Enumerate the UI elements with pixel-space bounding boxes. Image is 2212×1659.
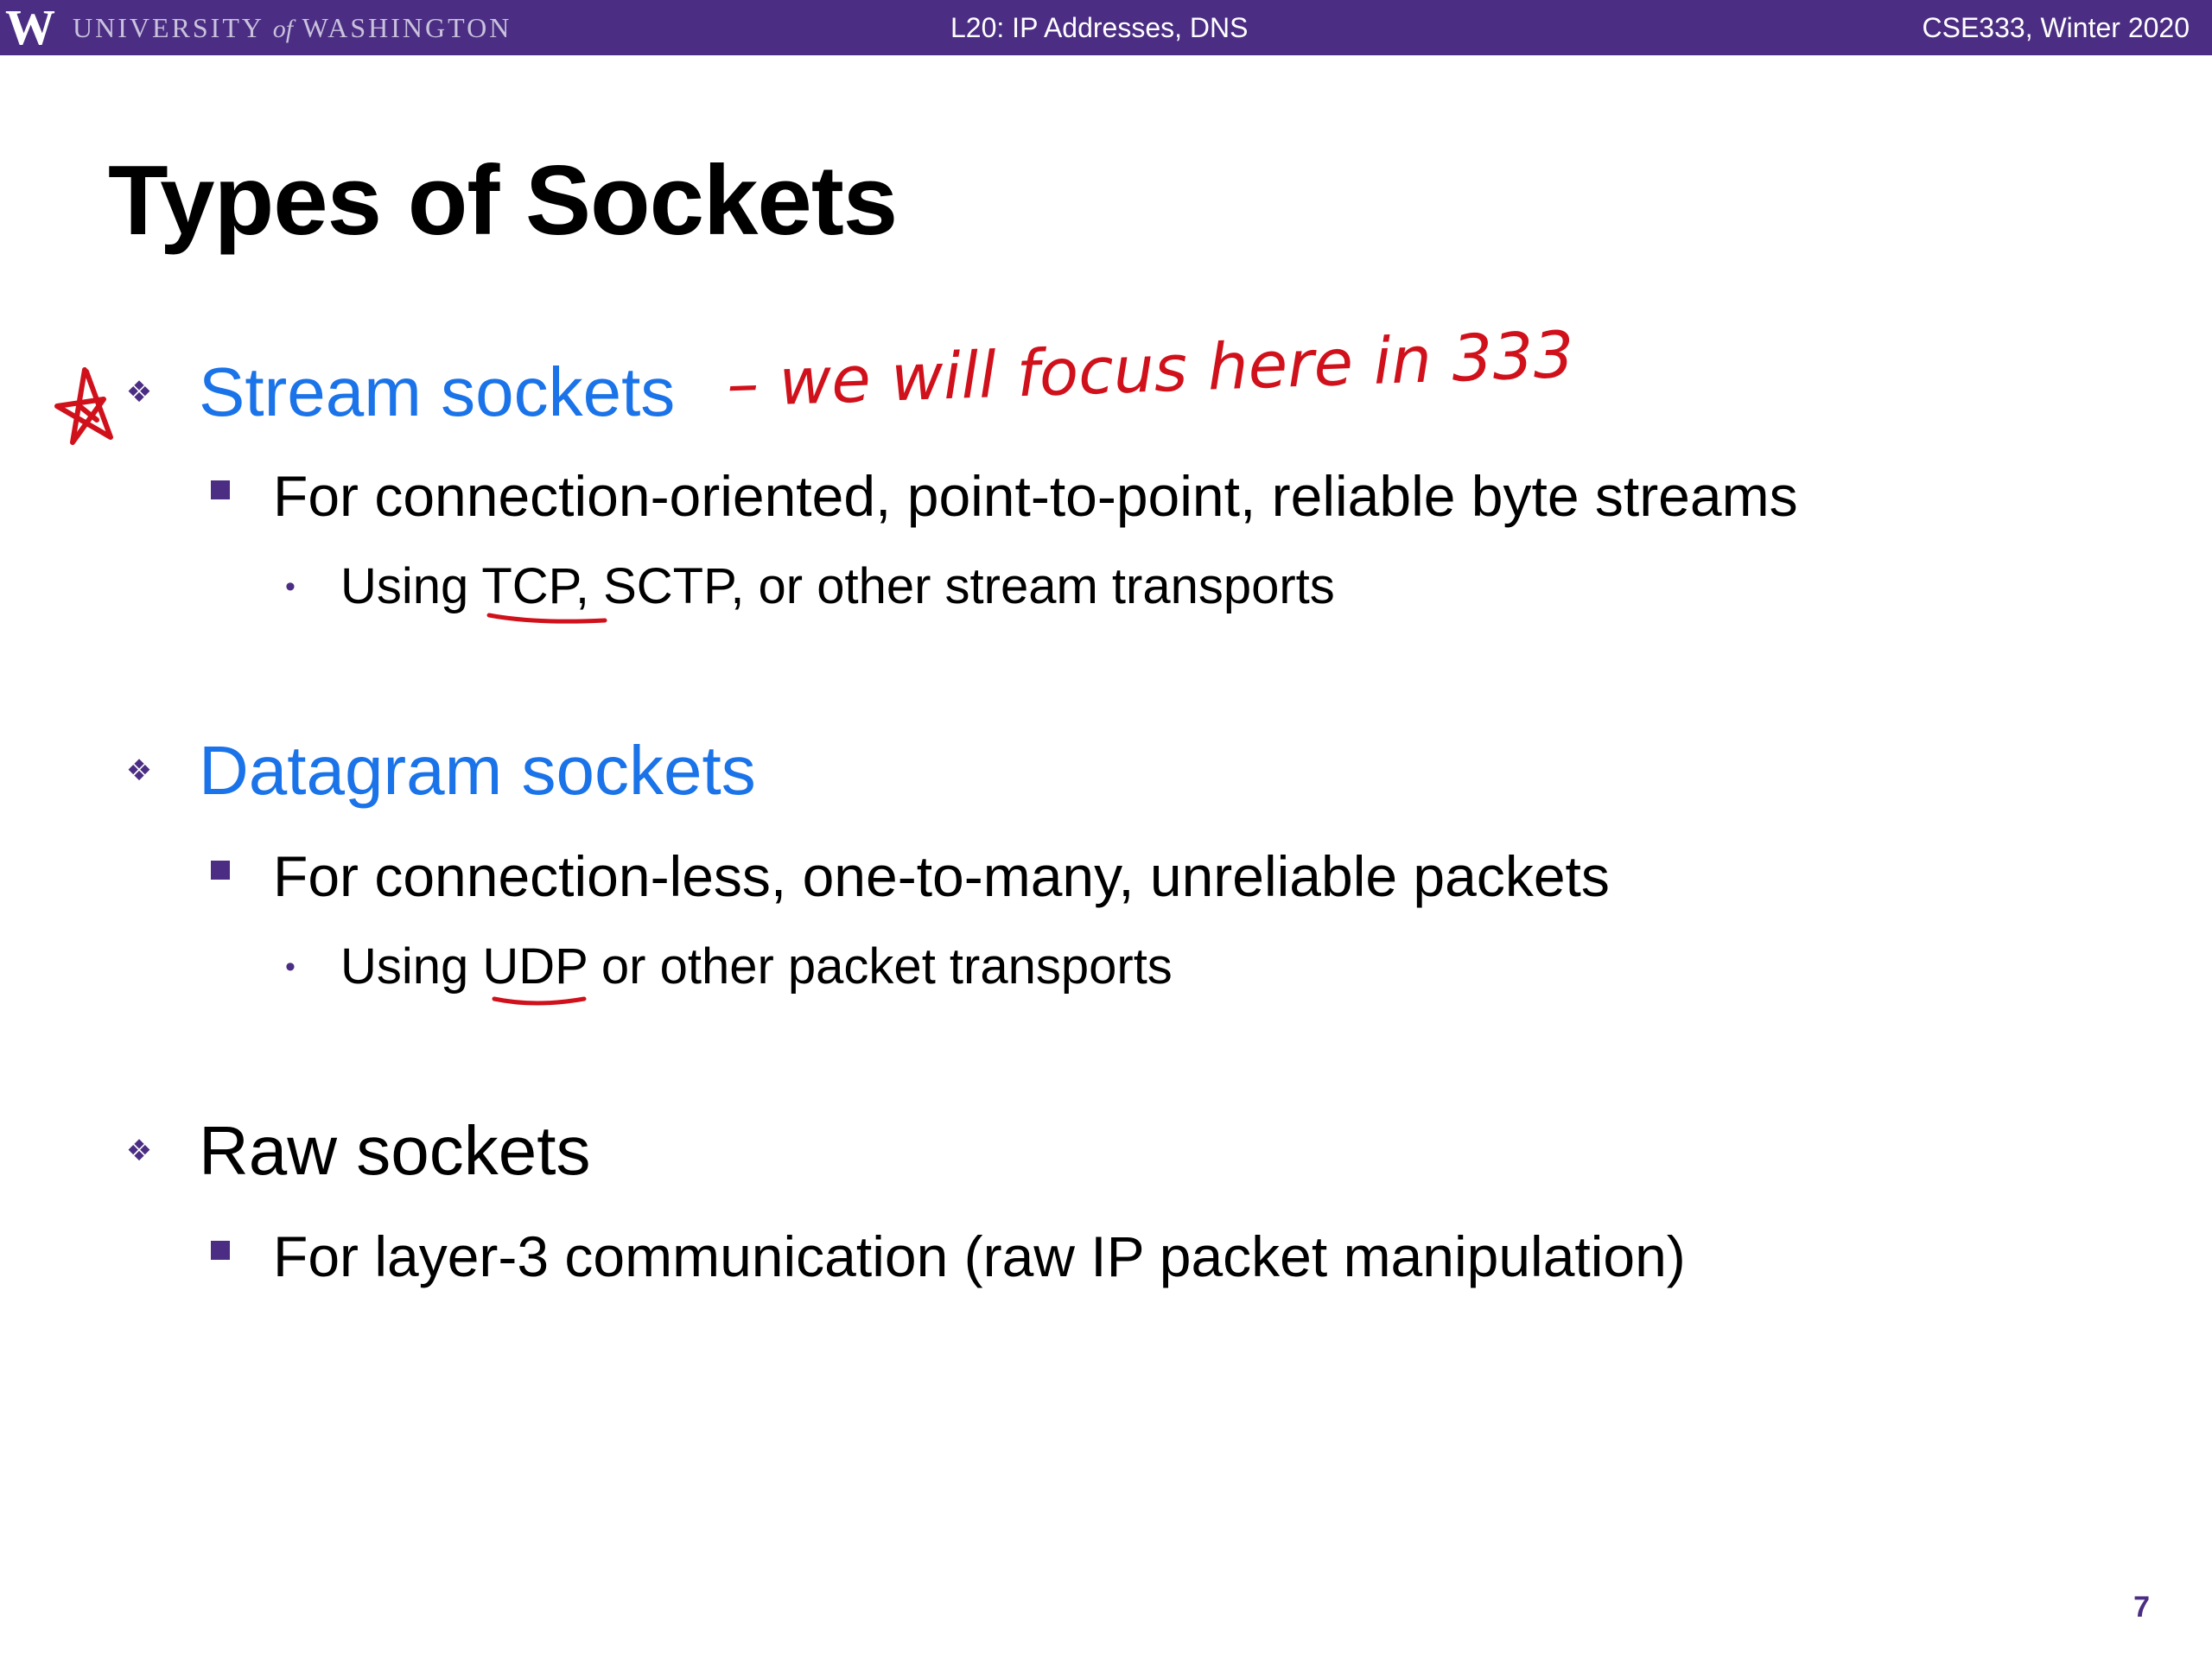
- diamond-bullet-icon: ❖: [125, 376, 153, 409]
- university-wordmark: [73, 12, 512, 44]
- heading-stream-sockets: Stream sockets: [199, 353, 676, 430]
- datagram-subdetail-text: Using UDP or other packet transports: [340, 938, 1173, 995]
- bullet-stream-detail: [211, 461, 1798, 531]
- stream-subdetail-text: Using TCP, SCTP, or other stream transports: [340, 558, 1335, 614]
- bullet-raw-detail: [211, 1222, 1686, 1291]
- bullet-datagram-sockets: [118, 728, 756, 814]
- diamond-bullet-icon: ❖: [125, 1135, 153, 1167]
- header-bar: [0, 0, 2212, 55]
- bullet-datagram-detail: [211, 842, 1610, 911]
- diamond-bullet-icon: ❖: [125, 754, 153, 787]
- uw-w-logo-icon: W: [5, 0, 54, 55]
- page-number: 7: [2133, 1591, 2150, 1624]
- dot-bullet-icon: •: [285, 950, 296, 983]
- heading-datagram-sockets: Datagram sockets: [199, 732, 756, 809]
- bullet-datagram-subdetail: [285, 937, 1173, 997]
- heading-raw-sockets: Raw sockets: [199, 1112, 591, 1189]
- wordmark-of: of: [272, 14, 294, 43]
- bullet-raw-sockets: [118, 1108, 590, 1194]
- wordmark-university: UNIVERSITY: [73, 11, 273, 43]
- lecture-title: L20: IP Addresses, DNS: [950, 12, 1249, 43]
- datagram-detail-text: For connection-less, one-to-many, unreliable packets: [273, 844, 1610, 908]
- square-bullet-icon: [211, 480, 230, 499]
- handwritten-note: – we will focus here in 333: [725, 317, 1575, 422]
- star-annotation-icon: [57, 370, 111, 442]
- underline-udp-annotation: [494, 999, 584, 1003]
- stream-detail-text: For connection-oriented, point-to-point, reliable byte streams: [273, 464, 1798, 528]
- square-bullet-icon: [211, 1241, 230, 1260]
- wordmark-washington: WASHINGTON: [293, 11, 512, 43]
- raw-detail-text: For layer-3 communication (raw IP packet manipulation): [273, 1224, 1686, 1288]
- university-logo: [5, 2, 512, 54]
- bullet-stream-sockets: [118, 349, 675, 435]
- course-title: CSE333, Winter 2020: [1922, 12, 2190, 43]
- square-bullet-icon: [211, 861, 230, 880]
- bullet-stream-subdetail: [285, 556, 1335, 617]
- slide-title: Types of Sockets: [108, 146, 898, 256]
- dot-bullet-icon: •: [285, 569, 296, 603]
